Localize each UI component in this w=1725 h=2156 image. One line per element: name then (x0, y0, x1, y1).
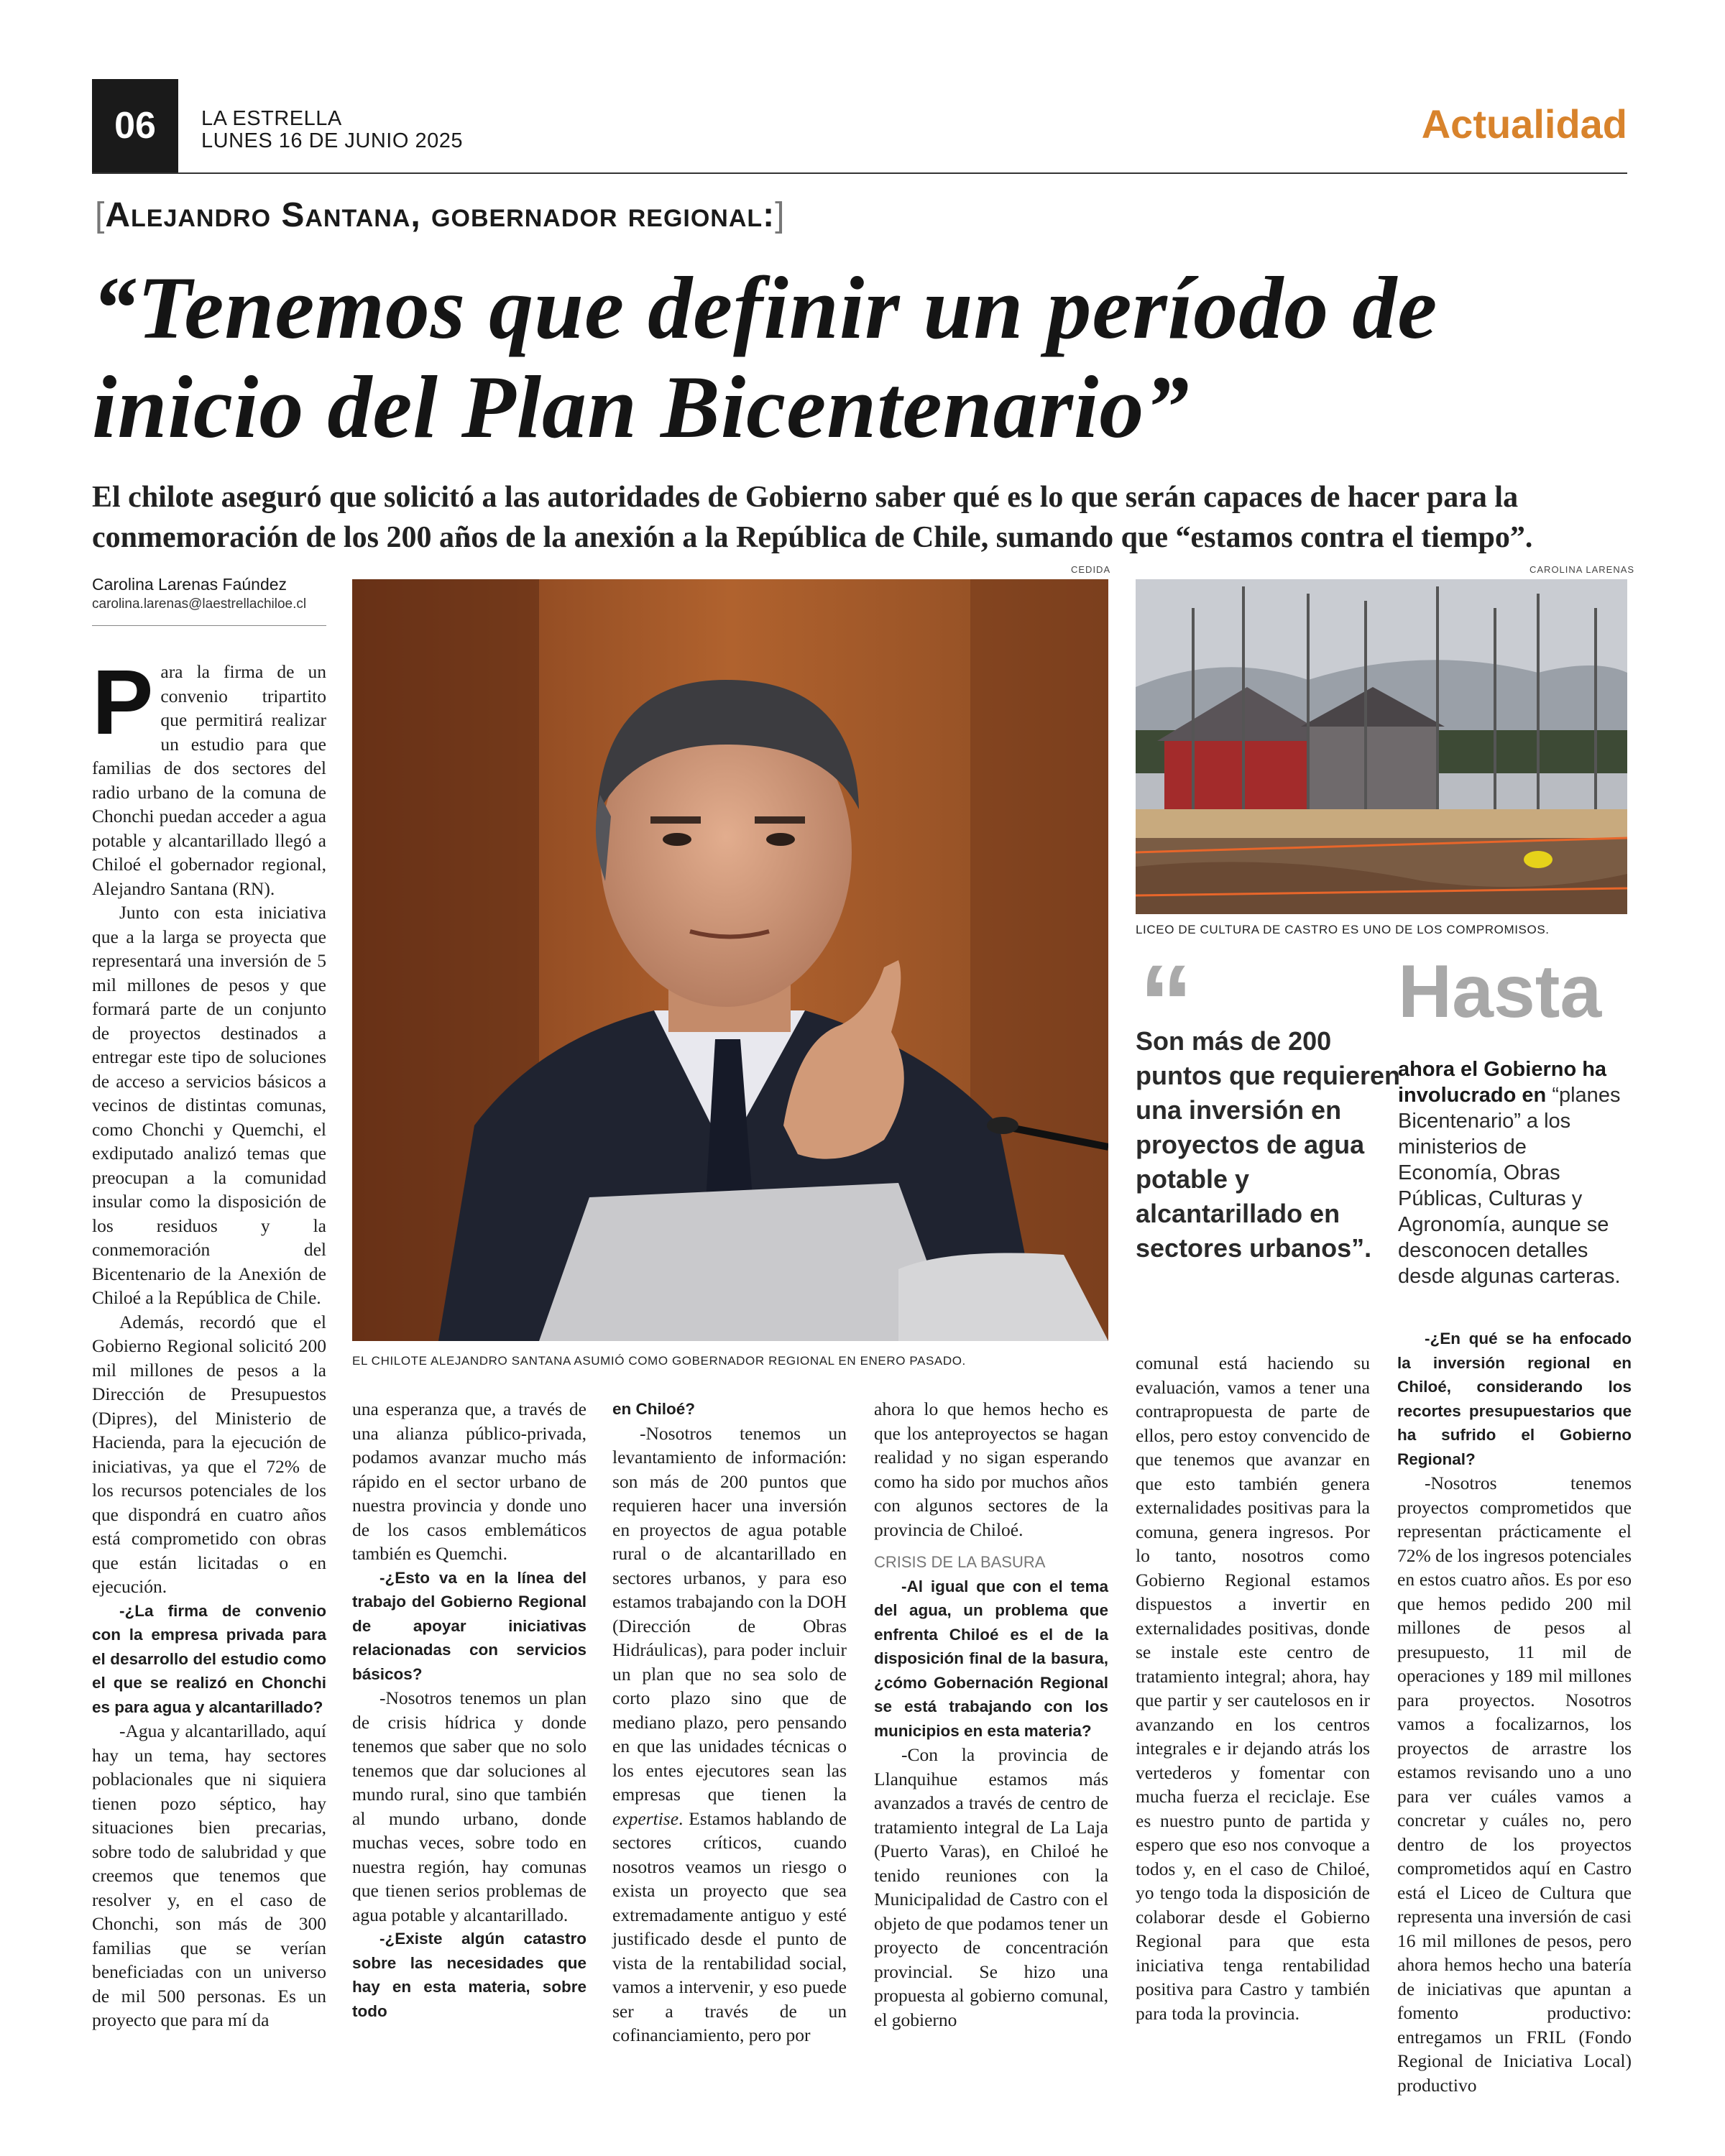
interview-question: -Al igual que con el tema del agua, un problema que enfrenta Chiloé es el de la disposición final de la basura, ¿cómo Gobernación Regional se está trabajando con los municipios en esta materia? (874, 1577, 1108, 1740)
pull-quote-text: Son más de 200 puntos que requieren una inversión en proyectos de agua potable y alcantarillado en sectores urbanos”. (1136, 1026, 1401, 1263)
side-photo-caption: LICEO DE CULTURA DE CASTRO ES UNO DE LOS COMPROMISOS. (1136, 923, 1550, 936)
article-column-6 (1397, 1327, 1632, 2097)
main-photo-credit: CEDIDA (1071, 564, 1111, 575)
article-column-5 (1136, 1351, 1370, 2025)
italic-term: expertise (612, 1807, 679, 1829)
interview-question: -¿Existe algún catastro sobre las necesidades que hay en esta materia, sobre todo (352, 1930, 586, 2020)
publication-info (201, 108, 463, 152)
interview-question: -¿La firma de convenio con la empresa privada para el desarrollo del estudio como el que se realizó en Chonchi es para agua y alcantarillado? (92, 1601, 326, 1716)
article-paragraph: Además, recordó que el Gobierno Regional solicitó 200 mil millones de pesos a la Dirección de Presupuestos (Dipres), del Ministerio de Hacienda, para la ejecución de iniciativas, ya que el 72% de los recursos potenciales de los que dispondrá en cuatro años está comprometido con obras que están licitadas o en ejecución. (92, 1311, 326, 1597)
interview-answer: -Nosotros tenemos proyectos comprometidos que representan prácticamente el 72% de los ingresos potenciales en estos cuatro años. Es por eso que hemos pedido 200 mil millones de pesos al presupuesto, 11 mil de operaciones y 189 mil millones para proyectos. Nosotros vamos a focalizarnos, los proyectos de arrastre los estamos revisando uno a uno para ver cuáles vamos a concretar y cuáles no, pero dentro de los proyectos comprometidos aquí en Castro está el Liceo de Cultura que representa una inversión de casi 16 mil millones de pesos, pero ahora hemos hecho una batería de iniciativas que apuntan a fomento productivo: entregamos un FRIL (Fondo Regional de Iniciativa Local) productivo (1397, 1473, 1632, 2096)
publication-date: LUNES 16 DE JUNIO 2025 (201, 129, 463, 152)
drop-cap: P (92, 651, 154, 754)
article-paragraph: Para la firma de un convenio tripartito que permitirá realizar un estudio para que familias de dos sectores del radio urbano de la comuna de Chonchi puedan acceder a agua potable y alcantarillado llegó a Chiloé el gobernador regional, Alejandro Santana (RN). (92, 651, 326, 899)
interview-question-end: en Chiloé? (612, 1400, 696, 1418)
side-photo (1136, 579, 1627, 914)
kicker (95, 195, 786, 235)
interview-answer: -Agua y alcantarillado, aquí hay un tema, hay sectores poblacionales que ni siquiera tienen pozo séptico, hay situaciones bien precarias, sobre todo de salubridad y que creemos que tenemos que resolver y, en el caso de Chonchi, son más de 300 familias que se verían beneficiadas con un universo de mil 500 personas. Es un proyecto que para mí da (92, 1720, 326, 2030)
article-column-4 (874, 1397, 1108, 2032)
main-photo (352, 579, 1108, 1341)
interview-answer: -Nosotros tenemos un levantamiento de información: son más de 200 puntos que requieren hacer una inversión en proyectos de agua potable rural o de alcantarillado en sectores urbanos, y para eso estamos trabajando con la DOH (Dirección de Obras Hidráulicas), para poder incluir un plan que no sea solo de corto plazo sino que de mediano plazo, pero pensando en que las unidades técnicas o los entes ejecutores sean las empresas que tienen la expertise. Estamos hablando de sectores críticos, cuando nosotros veamos un riesgo o exista un proyecto que sea extremadamente antiguo y esté justificado desde el punto de vista de la rentabilidad social, vamos a intervenir, y eso puede ser a través de un cofinanciamiento, pero por (612, 1422, 847, 2045)
article-paragraph: una esperanza que, a través de una alianza público-privada, podamos avanzar mucho más rápido en el sector urbano de nuestra provincia y donde uno de los casos emblemáticos también es Quemchi. (352, 1399, 586, 1564)
fact-box-rest: “planes Bicentenario” a los ministerios de Economía, Obras Públicas, Culturas y Agronomía, aunque se desconocen detalles desde algunas carteras. (1398, 1084, 1621, 1288)
deck: El chilote aseguró que solicitó a las autoridades de Gobierno saber qué es lo que serán capaces de hacer para la conmemoración de los 200 años de la anexión a la República de Chile, sumando que “estamos contra el tiempo”. (92, 481, 1533, 554)
interview-answer: -Nosotros tenemos un plan de crisis hídrica y donde tenemos que saber que no solo tenemos que dar soluciones al mundo rural, sino que también al mundo urbano, donde muchas veces, sobre todo en nuestra región, hay comunas que tienen serios problemas de agua potable y alcantarillado. (352, 1687, 586, 1925)
headline: “Tenemos que definir un período de inicio del Plan Bicentenario” (92, 259, 1438, 456)
section-label: Actualidad (1421, 101, 1627, 147)
article-paragraph: comunal está haciendo su evaluación, vamos a tener una contrapropuesta de parte de ellos, pero estoy convencido de que tenemos que avanzar en que esto también genera externalidades positivas para la comuna, genera ingresos. Por lo tanto, nosotros como Gobierno Regional estamos dispuestos a invertir en externalidades positivas, donde se instale este centro de tratamiento integral; ahora, hay que partir y ser cautelosos en ir avanzando en los centros integrales e ir dejando atrás los vertederos y fomentar con mucha fuerza el reciclaje. Ese es nuestro punto de partida y espero que eso nos convoque a todos y, en el caso de Chiloé, yo tengo toda la disposición de colaborar desde el Gobierno Regional para que esta iniciativa tenga rentabilidad positiva para Castro y también para toda la provincia. (1136, 1353, 1370, 2024)
fact-box-text (1398, 1056, 1628, 1289)
pull-quote-mark: “ (1139, 942, 1193, 1063)
fact-box-lead: ahora el Gobierno ha involucrado en (1398, 1058, 1607, 1107)
byline-email: carolina.larenas@laestrellachiloe.cl (92, 596, 307, 612)
article-paragraph: ahora lo que hemos hecho es que los anteproyectos se hagan realidad y no sigan esperando como ha sido por muchos años con algunos sectores de la provincia de Chiloé. (874, 1399, 1108, 1540)
kicker-text: Alejandro Santana, gobernador regional: (105, 196, 776, 234)
page-number: 06 (92, 79, 178, 172)
byline-name: Carolina Larenas Faúndez (92, 575, 288, 594)
side-photo-credit: CAROLINA LARENAS (1530, 564, 1635, 575)
fact-box-big-word: Hasta (1398, 950, 1602, 1033)
main-photo-caption: EL CHILOTE ALEJANDRO SANTANA ASUMIÓ COMO GOBERNADOR REGIONAL EN ENERO PASADO. (352, 1354, 966, 1368)
interview-question: -¿En qué se ha enfocado la inversión regional en Chiloé, considerando los recortes presupuestarios que ha sufrido el Gobierno Regional? (1397, 1330, 1632, 1468)
article-column-2 (352, 1397, 586, 2023)
article-column-1 (92, 651, 326, 2032)
interview-question: -¿Esto va en la línea del trabajo del Gobierno Regional de apoyar iniciativas relacionadas con servicios básicos? (352, 1568, 586, 1683)
article-paragraph: Junto con esta iniciativa que a la larga se proyecta que representará una inversión de 5 mil millones de pesos y que formará parte de un conjunto de proyectos destinados a entregar este tipo de soluciones de acceso a servicios básicos a vecinos de distintas comunas, como Chonchi y Quemchi, el exdiputado analizó temas que preocupan a la comunidad insular como la disposición de los residuos y la conmemoración del Bicentenario de la Anexión de Chiloé a la República de Chile. (92, 902, 326, 1308)
interview-answer: -Con la provincia de Llanquihue estamos más avanzados a través de centro de tratamiento integral de La Laja (Puerto Varas), en Chiloé he tenido reuniones con la Municipalidad de Castro con el objeto de que podamos tener un proyecto de concentración provincial. Se hizo una propuesta al gobierno comunal, el gobierno (874, 1744, 1108, 2030)
subheading: CRISIS DE LA BASURA (874, 1553, 1046, 1571)
header-rule (92, 172, 1627, 174)
publication-name: LA ESTRELLA (201, 107, 342, 130)
byline-rule (92, 625, 326, 626)
article-column-3 (612, 1397, 847, 2047)
kicker-bracket-left: [ (95, 196, 106, 234)
kicker-bracket-right: ] (775, 196, 786, 234)
